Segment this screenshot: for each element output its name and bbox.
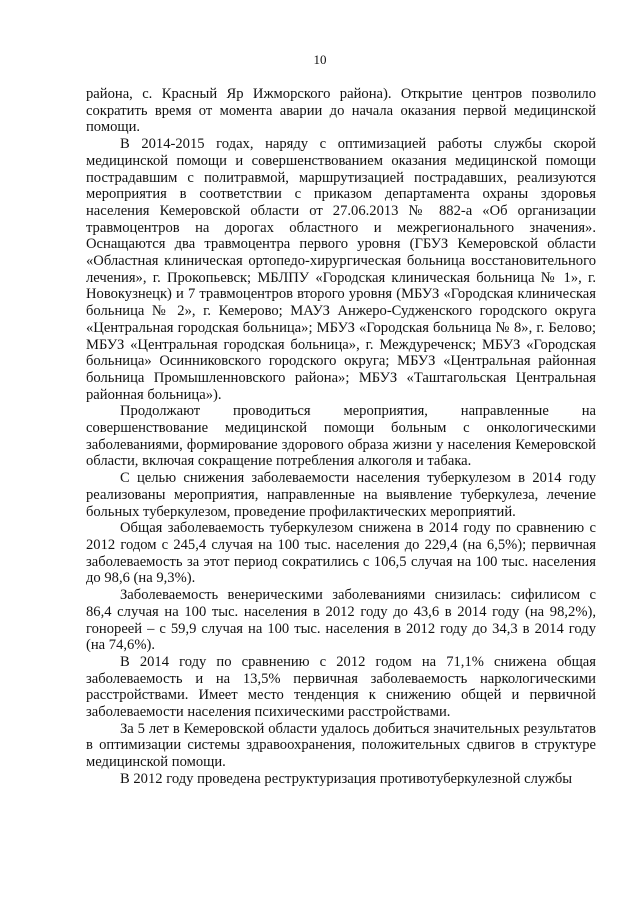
paragraph-oncology: Продолжают проводиться мероприятия, направленные на совершенствование медицинской помощи больным с онкологическими заболеваниями, формирование здорового образа жизни у населения Кемеровской области, включая сокращение потребления алкоголя и табака. [86, 403, 596, 470]
paragraph-five-years-results: За 5 лет в Кемеровской области удалось добиться значительных результатов в оптимизации системы здравоохранения, положительных сдвигов в структуре медицинской помощи. [86, 720, 596, 771]
paragraph-tuberculosis-stats: Общая заболеваемость туберкулезом снижена в 2014 году по сравнению с 2012 годом с 245,4 случая на 100 тыс. населения до 229,4 (на 6,5%); первичная заболеваемость за этот период сократились с 106,5 случая на 100 тыс. населения до 98,6 (на 9,3%). [86, 520, 596, 587]
paragraph-trauma-centers-end: района, с. Красный Яр Ижморского района). Открытие центров позволило сократить время от момента аварии до начала оказания первой медицинской помощи. [86, 86, 596, 136]
document-body [86, 86, 596, 788]
paragraph-venereal-diseases: Заболеваемость венерическими заболеваниями снизилась: сифилисом с 86,4 случая на 100 тыс. населения в 2012 году до 43,6 в 2014 году (на 98,2%), гонореей – с 59,9 случая на 100 тыс. населения в 2012 году до 34,3 в 2014 году (на 74,6%). [86, 587, 596, 654]
paragraph-narcology: В 2014 году по сравнению с 2012 годом на 71,1% снижена общая заболеваемость и на 13,5% первичная заболеваемость наркологическими расстройствами. Имеет место тенденция к снижению общей и первичной заболеваемости населения психическими расстройствами. [86, 653, 596, 721]
page-number: 10 [313, 52, 327, 67]
paragraph-tuberculosis-measures: С целью снижения заболеваемости населения туберкулезом в 2014 году реализованы мероприятия, направленные на выявление туберкулеза, лечение больных туберкулезом, проведение профилактических мероприятий. [86, 470, 596, 520]
paragraph-restructuring: В 2012 году проведена реструктуризация противотуберкулезной службы [120, 770, 573, 787]
paragraph-trauma-centers-2014-2015: В 2014-2015 годах, наряду с оптимизацией работы службы скорой медицинской помощи и совершенствованием оказания медицинской помощи пострадавшим с политравмой, маршрутизацией пострадавших, реализуются мероприятия в соответствии с приказом департамента охраны здоровья населения Кемеровской области от 27.06.2013 № 882-а «Об организации травмоцентров на дорогах областного и межрегионального значения». Оснащаются два травмоцентра первого уровня (ГБУЗ Кемеровской области «Областная клиническая ортопедо-хирургическая больница восстановительного лечения», г. Прокопьевск; МБЛПУ «Городская клиническая больница № 1», г. Новокузнецк) и 7 травмоцентров второго уровня (МБУЗ «Городская клиническая больница № 2», г. Кемерово; МАУЗ Анжеро-Судженского городского округа «Центральная городская больница»; МБУЗ «Городская больница № 8», г. Белово; МБУЗ «Центральная городская больница», г. Междуреченск; МБУЗ «Городская больница» Осинниковского городского округа; МБУЗ «Центральная районная больница Промышленновского района»; МБУЗ «Таштагольская Центральная районная больница»). [86, 136, 596, 403]
